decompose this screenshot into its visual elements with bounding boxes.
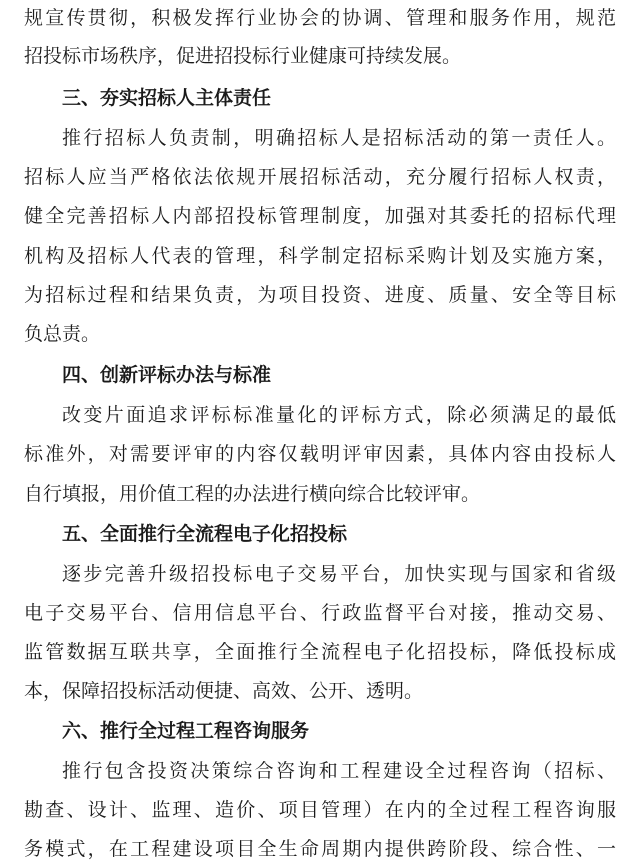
section-6-line-1: 推行包含投资决策综合咨询和工程建设全过程咨询（招标、	[62, 760, 616, 782]
section-5-line-1: 逐步完善升级招投标电子交易平台，加快实现与国家和省级	[62, 563, 616, 585]
section-3-line-2: 招标人应当严格依法依规开展招标活动，充分履行招标人权责，	[24, 166, 616, 188]
section-3-line-1: 推行招标人负责制，明确招标人是招标活动的第一责任人。	[62, 127, 616, 149]
section-5-line-3: 监管数据互联共享，全面推行全流程电子化招投标，降低投标成	[24, 641, 616, 663]
section-heading-4: 四、创新评标办法与标准	[62, 364, 272, 386]
intro-line-2: 招投标市场秩序，促进招投标行业健康可持续发展。	[24, 45, 462, 67]
section-heading-3: 三、夯实招标人主体责任	[62, 87, 272, 109]
section-3-line-4: 机构及招标人代表的管理，科学制定招标采购计划及实施方案，	[24, 245, 616, 267]
section-5-line-2: 电子交易平台、信用信息平台、行政监督平台对接，推动交易、	[24, 602, 616, 624]
section-3-line-3: 健全完善招标人内部招投标管理制度，加强对其委托的招标代理	[24, 205, 616, 227]
section-6-line-3: 务模式，在工程建设项目全生命周期内提供跨阶段、综合性、一	[24, 838, 616, 860]
section-4-line-1: 改变片面追求评标标准量化的评标方式，除必须满足的最低	[62, 404, 616, 426]
section-3-line-5: 为招标过程和结果负责，为项目投资、进度、质量、安全等目标	[24, 284, 616, 306]
intro-line-1: 规宣传贯彻，积极发挥行业协会的协调、管理和服务作用，规范	[24, 7, 616, 29]
section-heading-6: 六、推行全过程工程咨询服务	[62, 720, 310, 742]
section-4-line-2: 标准外，对需要评审的内容仅载明评审因素，具体内容由投标人	[24, 443, 616, 465]
section-3-line-6: 负总责。	[24, 323, 101, 345]
section-6-line-2: 勘查、设计、监理、造价、项目管理）在内的全过程工程咨询服	[24, 799, 616, 821]
section-4-line-3: 自行填报，用价值工程的办法进行横向综合比较评审。	[24, 483, 481, 505]
section-heading-5: 五、全面推行全流程电子化招投标	[62, 523, 348, 545]
section-5-line-4: 本，保障招投标活动便捷、高效、公开、透明。	[24, 680, 424, 702]
